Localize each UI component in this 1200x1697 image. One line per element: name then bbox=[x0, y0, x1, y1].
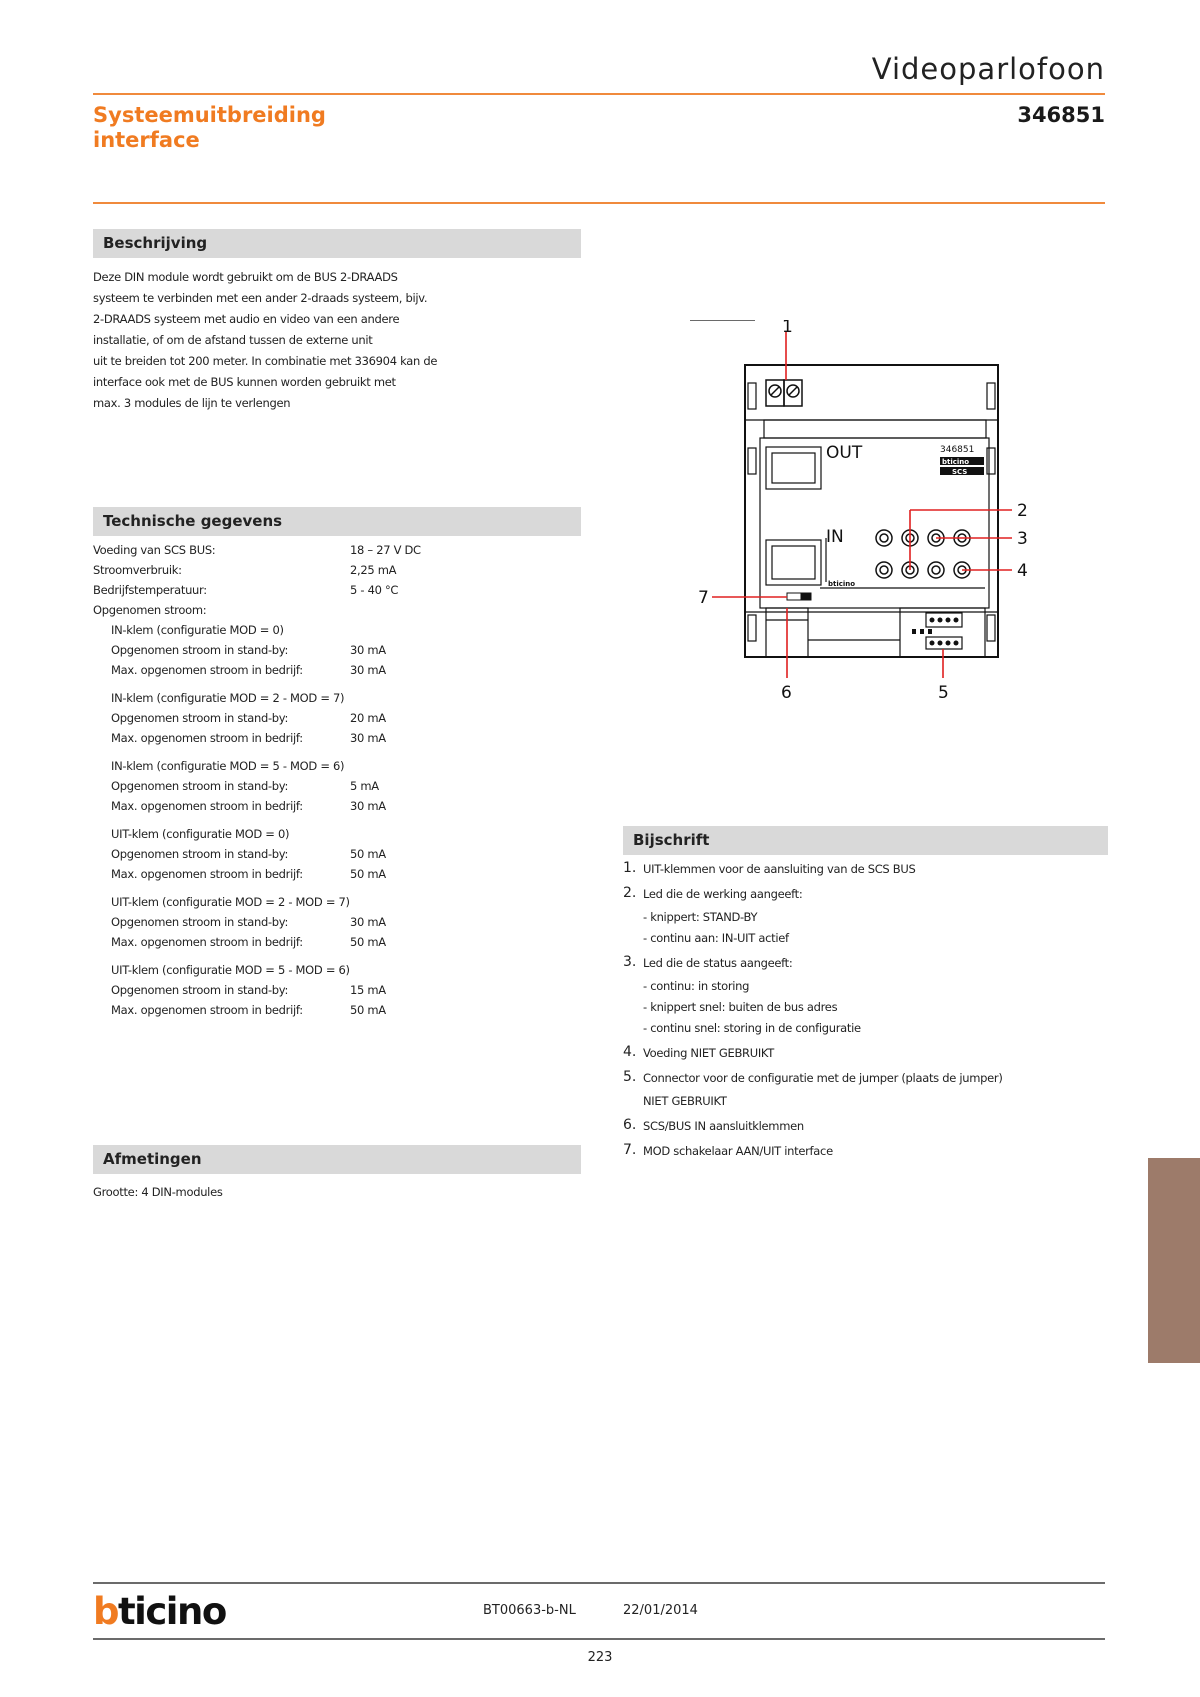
document-category: Videoparlofoon bbox=[871, 52, 1105, 86]
specs-list bbox=[93, 543, 583, 1063]
spec-label: Bedrijfstemperatuur: bbox=[93, 583, 207, 597]
doc-reference: BT00663-b-NL bbox=[483, 1603, 576, 1618]
diagram-scs-label: SCS bbox=[952, 468, 968, 476]
legend-heading: Bijschrift bbox=[623, 826, 1108, 855]
diagram-in-label: IN bbox=[826, 527, 844, 547]
legend-text: MOD schakelaar AAN/UIT interface bbox=[643, 1144, 833, 1158]
spec-value: 50 mA bbox=[350, 1003, 386, 1017]
spec-value: 20 mA bbox=[350, 711, 386, 725]
title-rule bbox=[93, 202, 1105, 204]
legend-text: - knippert snel: buiten de bus adres bbox=[643, 1000, 838, 1014]
spec-value: 30 mA bbox=[350, 731, 386, 745]
spec-label: Max. opgenomen stroom in bedrijf: bbox=[111, 799, 303, 813]
legend-number: 1. bbox=[623, 860, 637, 876]
description-line: installatie, of om de afstand tussen de externe unit bbox=[93, 333, 373, 347]
legend-text: - continu snel: storing in de configuratie bbox=[643, 1021, 861, 1035]
spec-label: Opgenomen stroom in stand-by: bbox=[111, 779, 289, 793]
product-title bbox=[93, 103, 326, 153]
callout-5: 5 bbox=[938, 683, 949, 703]
spec-label: Opgenomen stroom in stand-by: bbox=[111, 915, 289, 929]
description-line: 2-DRAADS systeem met audio en video van een andere bbox=[93, 312, 400, 326]
legend-text: Voeding NIET GEBRUIKT bbox=[643, 1046, 775, 1060]
spec-value: 30 mA bbox=[350, 643, 386, 657]
description-line: max. 3 modules de lijn te verlengen bbox=[93, 396, 291, 410]
spec-label: UIT-klem (configuratie MOD = 0) bbox=[111, 827, 290, 841]
callout-6: 6 bbox=[781, 683, 792, 703]
spec-label: Stroomverbruik: bbox=[93, 563, 182, 577]
legend-number: 4. bbox=[623, 1044, 637, 1060]
legend-text: - continu aan: IN-UIT actief bbox=[643, 931, 789, 945]
spec-label: Max. opgenomen stroom in bedrijf: bbox=[111, 935, 303, 949]
spec-value: 18 – 27 V DC bbox=[350, 543, 421, 557]
doc-date: 22/01/2014 bbox=[623, 1603, 698, 1618]
legend-text: - continu: in storing bbox=[643, 979, 750, 993]
spec-label: IN-klem (configuratie MOD = 0) bbox=[111, 623, 284, 637]
callout-7: 7 bbox=[698, 588, 709, 608]
legend-text: UIT-klemmen voor de aansluiting van de SCS BUS bbox=[643, 862, 916, 876]
spec-value: 50 mA bbox=[350, 867, 386, 881]
callout-3: 3 bbox=[1017, 529, 1028, 549]
spec-label: Max. opgenomen stroom in bedrijf: bbox=[111, 663, 303, 677]
spec-label: IN-klem (configuratie MOD = 2 - MOD = 7) bbox=[111, 691, 345, 705]
diagram-out-label: OUT bbox=[826, 443, 863, 463]
spec-label: Opgenomen stroom in stand-by: bbox=[111, 711, 289, 725]
spec-label: Opgenomen stroom in stand-by: bbox=[111, 847, 289, 861]
spec-label: Max. opgenomen stroom in bedrijf: bbox=[111, 867, 303, 881]
device-diagram bbox=[690, 320, 1060, 720]
legend-text: Led die de werking aangeeft: bbox=[643, 887, 803, 901]
header-rule bbox=[93, 93, 1105, 95]
product-code: 346851 bbox=[1017, 103, 1105, 127]
legend-number: 2. bbox=[623, 885, 637, 901]
product-title-line2: interface bbox=[93, 128, 200, 152]
page-number: 223 bbox=[587, 1650, 613, 1665]
spec-label: Opgenomen stroom: bbox=[93, 603, 207, 617]
spec-value: 30 mA bbox=[350, 915, 386, 929]
legend-text: SCS/BUS IN aansluitklemmen bbox=[643, 1119, 804, 1133]
legend-text: Connector voor de configuratie met de jumper (plaats de jumper) bbox=[643, 1071, 1003, 1085]
product-title-line1: Systeemuitbreiding bbox=[93, 103, 326, 127]
legend-number: 7. bbox=[623, 1142, 637, 1158]
description-body bbox=[93, 267, 583, 414]
spec-label: UIT-klem (configuratie MOD = 2 - MOD = 7) bbox=[111, 895, 350, 909]
spec-value: 15 mA bbox=[350, 983, 386, 997]
spec-value: 5 mA bbox=[350, 779, 379, 793]
legend-text: Led die de status aangeeft: bbox=[643, 956, 793, 970]
footer-rule-bottom bbox=[93, 1638, 1105, 1640]
spec-value: 30 mA bbox=[350, 799, 386, 813]
description-line: interface ook met de BUS kunnen worden gebruikt met bbox=[93, 375, 396, 389]
spec-label: Voeding van SCS BUS: bbox=[93, 543, 216, 557]
spec-label: UIT-klem (configuratie MOD = 5 - MOD = 6) bbox=[111, 963, 350, 977]
spec-value: 50 mA bbox=[350, 935, 386, 949]
description-line: uit te breiden tot 200 meter. In combinatie met 336904 kan de bbox=[93, 354, 438, 368]
legend-list bbox=[623, 862, 1108, 1172]
description-heading: Beschrijving bbox=[93, 229, 581, 258]
spec-label: IN-klem (configuratie MOD = 5 - MOD = 6) bbox=[111, 759, 345, 773]
description-line: systeem te verbinden met een ander 2-draads systeem, bijv. bbox=[93, 291, 428, 305]
spec-label: Opgenomen stroom in stand-by: bbox=[111, 983, 289, 997]
spec-value: 5 - 40 °C bbox=[350, 583, 399, 597]
dimensions-heading: Afmetingen bbox=[93, 1145, 581, 1174]
legend-text: - knippert: STAND-BY bbox=[643, 910, 758, 924]
diagram-brand-small: bticino bbox=[942, 458, 970, 466]
spec-label: Max. opgenomen stroom in bedrijf: bbox=[111, 731, 303, 745]
legend-number: 3. bbox=[623, 954, 637, 970]
callout-4: 4 bbox=[1017, 561, 1028, 581]
diagram-device-code: 346851 bbox=[940, 445, 975, 455]
spec-value: 30 mA bbox=[350, 663, 386, 677]
description-line: Deze DIN module wordt gebruikt om de BUS 2-DRAADS bbox=[93, 270, 398, 284]
spec-value: 50 mA bbox=[350, 847, 386, 861]
spec-label: Max. opgenomen stroom in bedrijf: bbox=[111, 1003, 303, 1017]
diagram-brand-bottom: bticino bbox=[828, 580, 856, 588]
logo-text: ticino bbox=[118, 1590, 226, 1633]
footer-rule-top bbox=[93, 1582, 1105, 1584]
spec-label: Opgenomen stroom in stand-by: bbox=[111, 643, 289, 657]
legend-text: NIET GEBRUIKT bbox=[643, 1094, 727, 1108]
legend-number: 6. bbox=[623, 1117, 637, 1133]
section-side-tab bbox=[1148, 1158, 1200, 1363]
callout-1: 1 bbox=[782, 320, 793, 337]
bticino-logo: bticino bbox=[93, 1590, 226, 1633]
specs-heading: Technische gegevens bbox=[93, 507, 581, 536]
callout-2: 2 bbox=[1017, 501, 1028, 521]
spec-value: 2,25 mA bbox=[350, 563, 397, 577]
legend-number: 5. bbox=[623, 1069, 637, 1085]
dimensions-text: Grootte: 4 DIN-modules bbox=[93, 1185, 223, 1199]
